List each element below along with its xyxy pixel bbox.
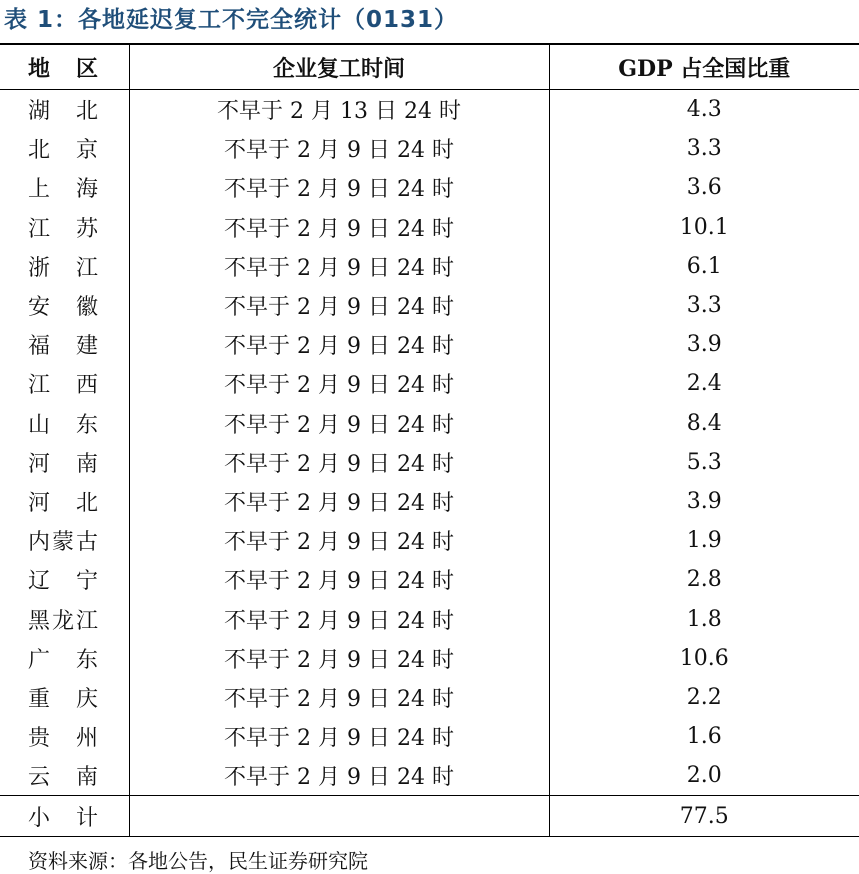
header-share: GDP 占全国比重 xyxy=(549,45,859,90)
region-cell: 重 庆 xyxy=(28,686,101,712)
region-cell: 内蒙古 xyxy=(28,530,101,556)
total-label: 小 计 xyxy=(0,796,129,837)
table-row xyxy=(0,364,859,403)
table-row xyxy=(0,560,859,599)
region-cell: 湖 北 xyxy=(28,99,101,125)
share-cell: 3.3 xyxy=(549,129,859,168)
table-row xyxy=(0,404,859,443)
recovery-table xyxy=(0,45,859,837)
share-cell: 2.8 xyxy=(549,560,859,599)
time-cell: 不早于 2 月 9 日 24 时 xyxy=(129,168,549,207)
total-row xyxy=(0,796,859,837)
table-row xyxy=(0,482,859,521)
region-cell: 广 东 xyxy=(28,647,101,673)
time-cell: 不早于 2 月 9 日 24 时 xyxy=(129,717,549,756)
share-cell: 3.3 xyxy=(549,286,859,325)
region-cell: 辽 宁 xyxy=(28,569,101,595)
time-cell: 不早于 2 月 9 日 24 时 xyxy=(129,129,549,168)
region-cell: 江 西 xyxy=(28,373,101,399)
time-cell: 不早于 2 月 9 日 24 时 xyxy=(129,247,549,286)
time-cell: 不早于 2 月 9 日 24 时 xyxy=(129,756,549,796)
header-row xyxy=(0,45,859,90)
region-cell: 山 东 xyxy=(28,412,101,438)
table-row xyxy=(0,325,859,364)
share-cell: 3.9 xyxy=(549,325,859,364)
region-cell: 北 京 xyxy=(28,138,101,164)
time-cell: 不早于 2 月 9 日 24 时 xyxy=(129,678,549,717)
region-cell: 浙 江 xyxy=(28,255,101,281)
region-cell: 云 南 xyxy=(0,756,129,796)
time-cell: 不早于 2 月 9 日 24 时 xyxy=(129,639,549,678)
time-cell: 不早于 2 月 9 日 24 时 xyxy=(129,286,549,325)
table-row xyxy=(0,208,859,247)
time-cell: 不早于 2 月 9 日 24 时 xyxy=(129,560,549,599)
table-row xyxy=(0,599,859,638)
table-row xyxy=(0,678,859,717)
share-cell: 2.2 xyxy=(549,678,859,717)
table-body xyxy=(0,90,859,796)
time-cell: 不早于 2 月 9 日 24 时 xyxy=(129,482,549,521)
total-share: 77.5 xyxy=(549,796,859,837)
time-cell: 不早于 2 月 9 日 24 时 xyxy=(129,364,549,403)
table-row xyxy=(0,90,859,130)
region-cell: 贵 州 xyxy=(28,726,101,752)
share-cell: 5.3 xyxy=(549,443,859,482)
region-cell: 江 苏 xyxy=(28,216,101,242)
time-cell: 不早于 2 月 9 日 24 时 xyxy=(129,325,549,364)
region-cell: 安 徽 xyxy=(28,295,101,321)
table-row xyxy=(0,639,859,678)
table-row xyxy=(0,443,859,482)
share-cell: 8.4 xyxy=(549,404,859,443)
share-cell: 1.8 xyxy=(549,599,859,638)
region-cell: 福 建 xyxy=(28,334,101,360)
source-note: 资料来源：各地公告，民生证券研究院 xyxy=(28,849,368,873)
header-time: 企业复工时间 xyxy=(129,45,549,90)
region-cell: 河 南 xyxy=(28,451,101,477)
share-cell: 3.6 xyxy=(549,168,859,207)
share-cell: 1.6 xyxy=(549,717,859,756)
share-cell: 10.1 xyxy=(549,208,859,247)
time-cell: 不早于 2 月 9 日 24 时 xyxy=(129,404,549,443)
time-cell: 不早于 2 月 9 日 24 时 xyxy=(129,443,549,482)
table-row xyxy=(0,247,859,286)
time-cell: 不早于 2 月 9 日 24 时 xyxy=(129,208,549,247)
time-cell: 不早于 2 月 13 日 24 时 xyxy=(129,90,549,130)
table-row xyxy=(0,286,859,325)
region-cell: 黑龙江 xyxy=(28,608,101,634)
share-cell: 6.1 xyxy=(549,247,859,286)
total-time xyxy=(129,796,549,837)
share-cell: 2.0 xyxy=(549,756,859,796)
time-cell: 不早于 2 月 9 日 24 时 xyxy=(129,521,549,560)
table-row xyxy=(0,168,859,207)
region-cell: 河 北 xyxy=(28,490,101,516)
time-cell: 不早于 2 月 9 日 24 时 xyxy=(129,599,549,638)
header-region: 地 区 xyxy=(0,45,129,90)
table-row xyxy=(0,756,859,796)
share-cell: 1.9 xyxy=(549,521,859,560)
share-cell: 4.3 xyxy=(549,90,859,130)
table-title: 表 1：各地延迟复工不完全统计（0131） xyxy=(4,7,459,33)
share-cell: 3.9 xyxy=(549,482,859,521)
share-cell: 2.4 xyxy=(549,364,859,403)
table-row xyxy=(0,129,859,168)
share-cell: 10.6 xyxy=(549,639,859,678)
table-row xyxy=(0,717,859,756)
table-row xyxy=(0,521,859,560)
region-cell: 上 海 xyxy=(28,177,101,203)
